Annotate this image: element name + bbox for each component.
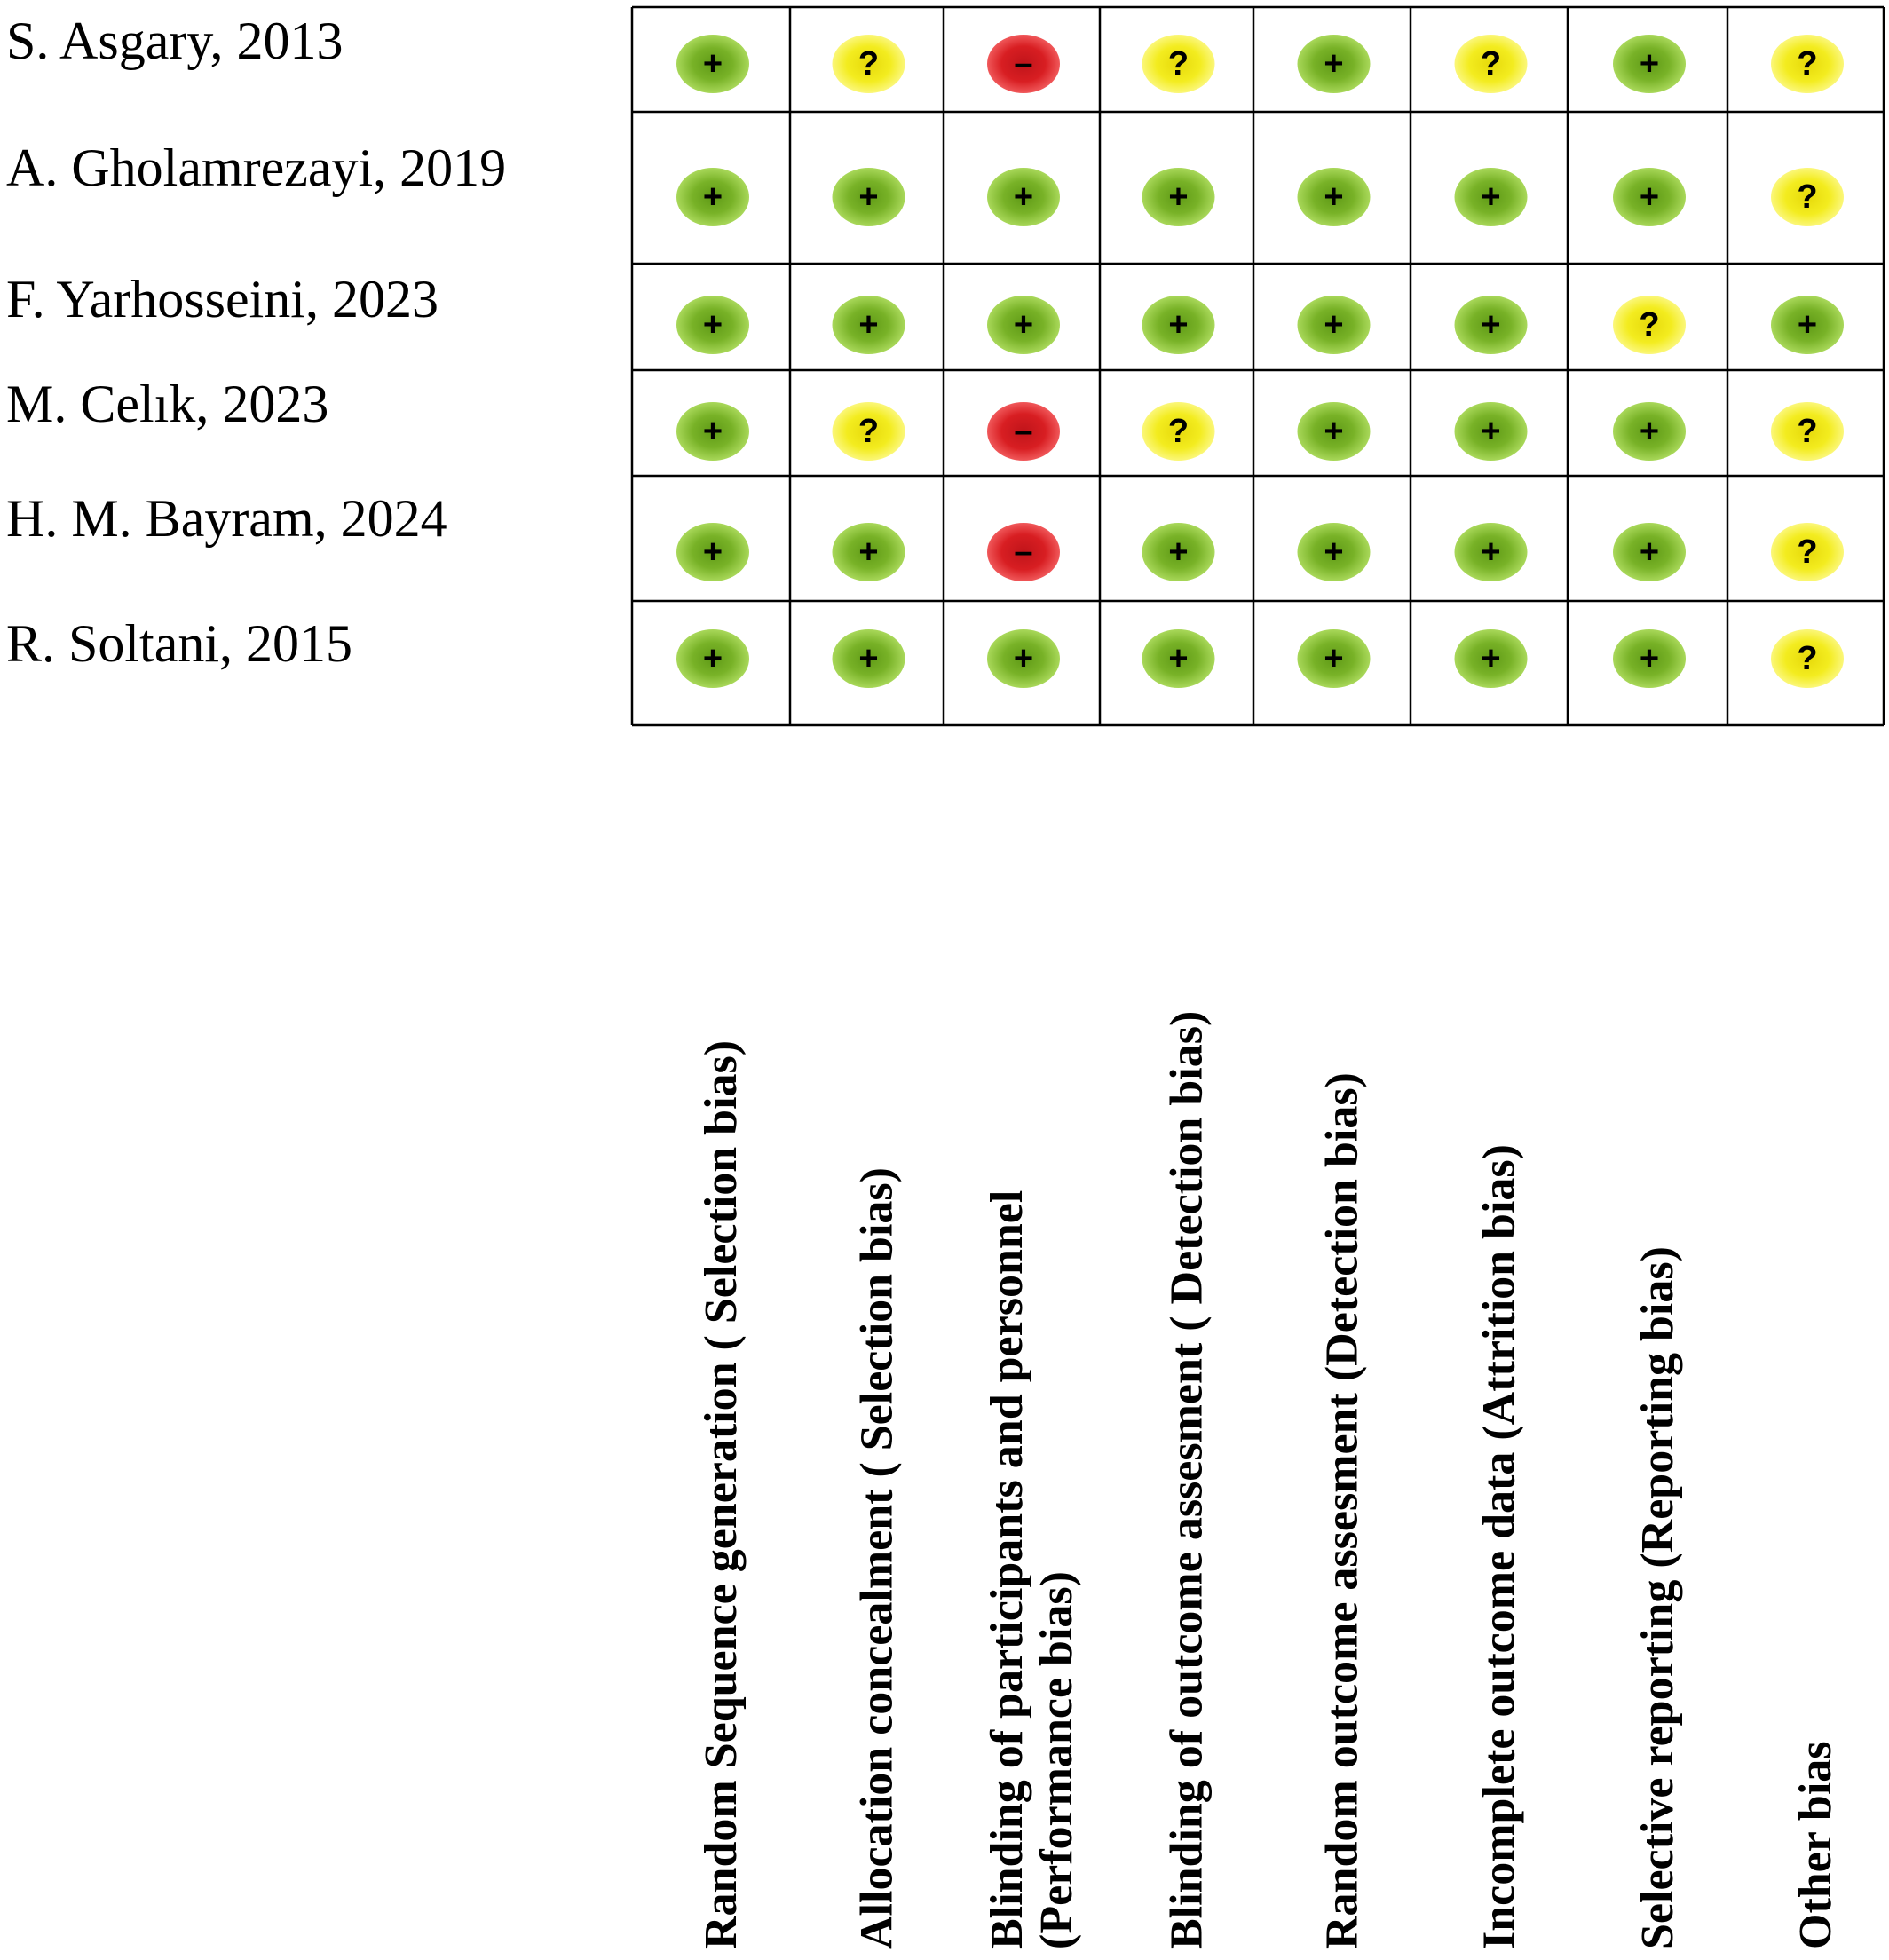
judgement-unclear [1455, 35, 1528, 93]
judgement-symbol: + [1013, 306, 1034, 344]
judgement-symbol: + [702, 178, 723, 216]
judgement-symbol: + [858, 533, 879, 571]
judgement-low [1298, 402, 1371, 461]
judgement-symbol: + [1168, 178, 1189, 216]
judgement-low [987, 629, 1060, 688]
judgement-symbol: + [702, 306, 723, 344]
judgement-low [1455, 168, 1528, 226]
judgement-symbol: ? [1639, 306, 1660, 344]
judgement-symbol: + [1639, 178, 1660, 216]
judgement-low [1771, 296, 1844, 354]
judgement-symbol: – [1014, 45, 1033, 83]
judgement-symbol: + [1797, 306, 1818, 344]
study-label: S. Asgary, 2013 [6, 12, 344, 70]
judgement-low [1455, 402, 1528, 461]
domain-label: Random Sequence generation ( Selection bias) [696, 1039, 747, 1949]
judgement-symbol: ? [1797, 640, 1818, 677]
study-labels [6, 12, 506, 673]
judgement-low [833, 168, 905, 226]
judgement-low [676, 296, 749, 354]
judgement-unclear [833, 35, 905, 93]
domain-label: Incomplete outcome data (Attrition bias) [1474, 1144, 1525, 1949]
judgement-low [1613, 168, 1686, 226]
judgement-symbol: + [1639, 413, 1660, 450]
study-label: M. Celık, 2023 [6, 375, 329, 433]
judgement-high [987, 35, 1060, 93]
domain-label: Random outcome assesment (Detection bias) [1316, 1072, 1368, 1949]
judgement-low [1142, 629, 1215, 688]
judgement-symbol: + [1481, 413, 1501, 450]
judgement-symbol: + [702, 413, 723, 450]
judgement-symbol: ? [1480, 45, 1502, 83]
judgement-symbol: + [858, 306, 879, 344]
judgement-unclear [1771, 402, 1844, 461]
judgement-symbol: – [1014, 413, 1033, 450]
judgement-symbol: + [1168, 306, 1189, 344]
judgement-low [1142, 523, 1215, 581]
judgement-symbol: + [1324, 533, 1344, 571]
judgement-symbol: ? [1797, 533, 1818, 571]
judgement-symbol: + [1324, 413, 1344, 450]
judgement-low [1298, 629, 1371, 688]
judgement-unclear [1771, 35, 1844, 93]
judgement-symbol: + [1324, 640, 1344, 677]
judgement-unclear [1771, 523, 1844, 581]
judgement-low [1298, 296, 1371, 354]
judgement-low [1142, 168, 1215, 226]
judgement-symbol: + [1013, 640, 1034, 677]
judgement-symbol: + [1013, 178, 1034, 216]
judgement-symbol: + [1481, 640, 1501, 677]
judgement-symbol: + [1639, 45, 1660, 83]
judgement-low [1613, 629, 1686, 688]
judgement-cells [676, 35, 1844, 688]
judgement-symbol: + [702, 640, 723, 677]
judgement-symbol: ? [1797, 45, 1818, 83]
study-label: F. Yarhosseini, 2023 [6, 270, 439, 328]
judgement-low [676, 523, 749, 581]
judgement-symbol: ? [858, 45, 880, 83]
judgement-low [1455, 296, 1528, 354]
judgement-low [1142, 296, 1215, 354]
judgement-symbol: ? [1167, 413, 1190, 450]
domain-label: Selective reporting (Reporting bias) [1632, 1246, 1683, 1949]
judgement-low [987, 296, 1060, 354]
judgement-low [1298, 35, 1371, 93]
judgement-symbol: + [1324, 178, 1344, 216]
judgement-low [1613, 402, 1686, 461]
judgement-symbol: + [858, 640, 879, 677]
judgement-symbol: + [1639, 533, 1660, 571]
judgement-low [1298, 523, 1371, 581]
judgement-symbol: ? [1797, 178, 1818, 216]
judgement-low [1455, 629, 1528, 688]
study-label: R. Soltani, 2015 [6, 614, 353, 673]
judgement-low [833, 629, 905, 688]
judgement-symbol: ? [1167, 45, 1190, 83]
judgement-low [1455, 523, 1528, 581]
judgement-symbol: + [1168, 640, 1189, 677]
judgement-low [987, 168, 1060, 226]
study-label: A. Gholamrezayi, 2019 [6, 138, 507, 197]
judgement-symbol: + [1324, 306, 1344, 344]
domain-labels [696, 1011, 1841, 1949]
domain-label: Allocation concealment ( Selection bias) [851, 1167, 903, 1949]
judgement-symbol: + [1481, 306, 1501, 344]
domain-label: Other bias [1790, 1741, 1841, 1949]
judgement-symbol: + [1481, 533, 1501, 571]
judgement-low [676, 402, 749, 461]
judgement-low [1613, 523, 1686, 581]
judgement-symbol: ? [858, 413, 880, 450]
judgement-low [676, 629, 749, 688]
judgement-unclear [1142, 402, 1215, 461]
judgement-low [833, 296, 905, 354]
judgement-symbol: + [1168, 533, 1189, 571]
judgement-symbol: + [1639, 640, 1660, 677]
judgement-unclear [1613, 296, 1686, 354]
judgement-low [676, 168, 749, 226]
judgement-low [1613, 35, 1686, 93]
judgement-high [987, 523, 1060, 581]
judgement-unclear [1771, 629, 1844, 688]
judgement-symbol: – [1014, 533, 1033, 571]
judgement-unclear [1771, 168, 1844, 226]
judgement-unclear [1142, 35, 1215, 93]
domain-label: (Performance bias) [1031, 1571, 1082, 1949]
judgement-low [1298, 168, 1371, 226]
domain-label: Blinding of outcome assesment ( Detection bias) [1161, 1010, 1213, 1949]
judgement-unclear [833, 402, 905, 461]
judgement-symbol: + [858, 178, 879, 216]
judgement-high [987, 402, 1060, 461]
table-grid [632, 7, 1884, 725]
judgement-symbol: + [1481, 178, 1501, 216]
judgement-low [676, 35, 749, 93]
judgement-symbol: + [702, 533, 723, 571]
judgement-symbol: + [702, 45, 723, 83]
judgement-low [833, 523, 905, 581]
domain-label: Blinding of participants and personnel [982, 1189, 1032, 1949]
study-label: H. M. Bayram, 2024 [6, 489, 447, 548]
judgement-symbol: ? [1797, 413, 1818, 450]
judgement-symbol: + [1324, 45, 1344, 83]
